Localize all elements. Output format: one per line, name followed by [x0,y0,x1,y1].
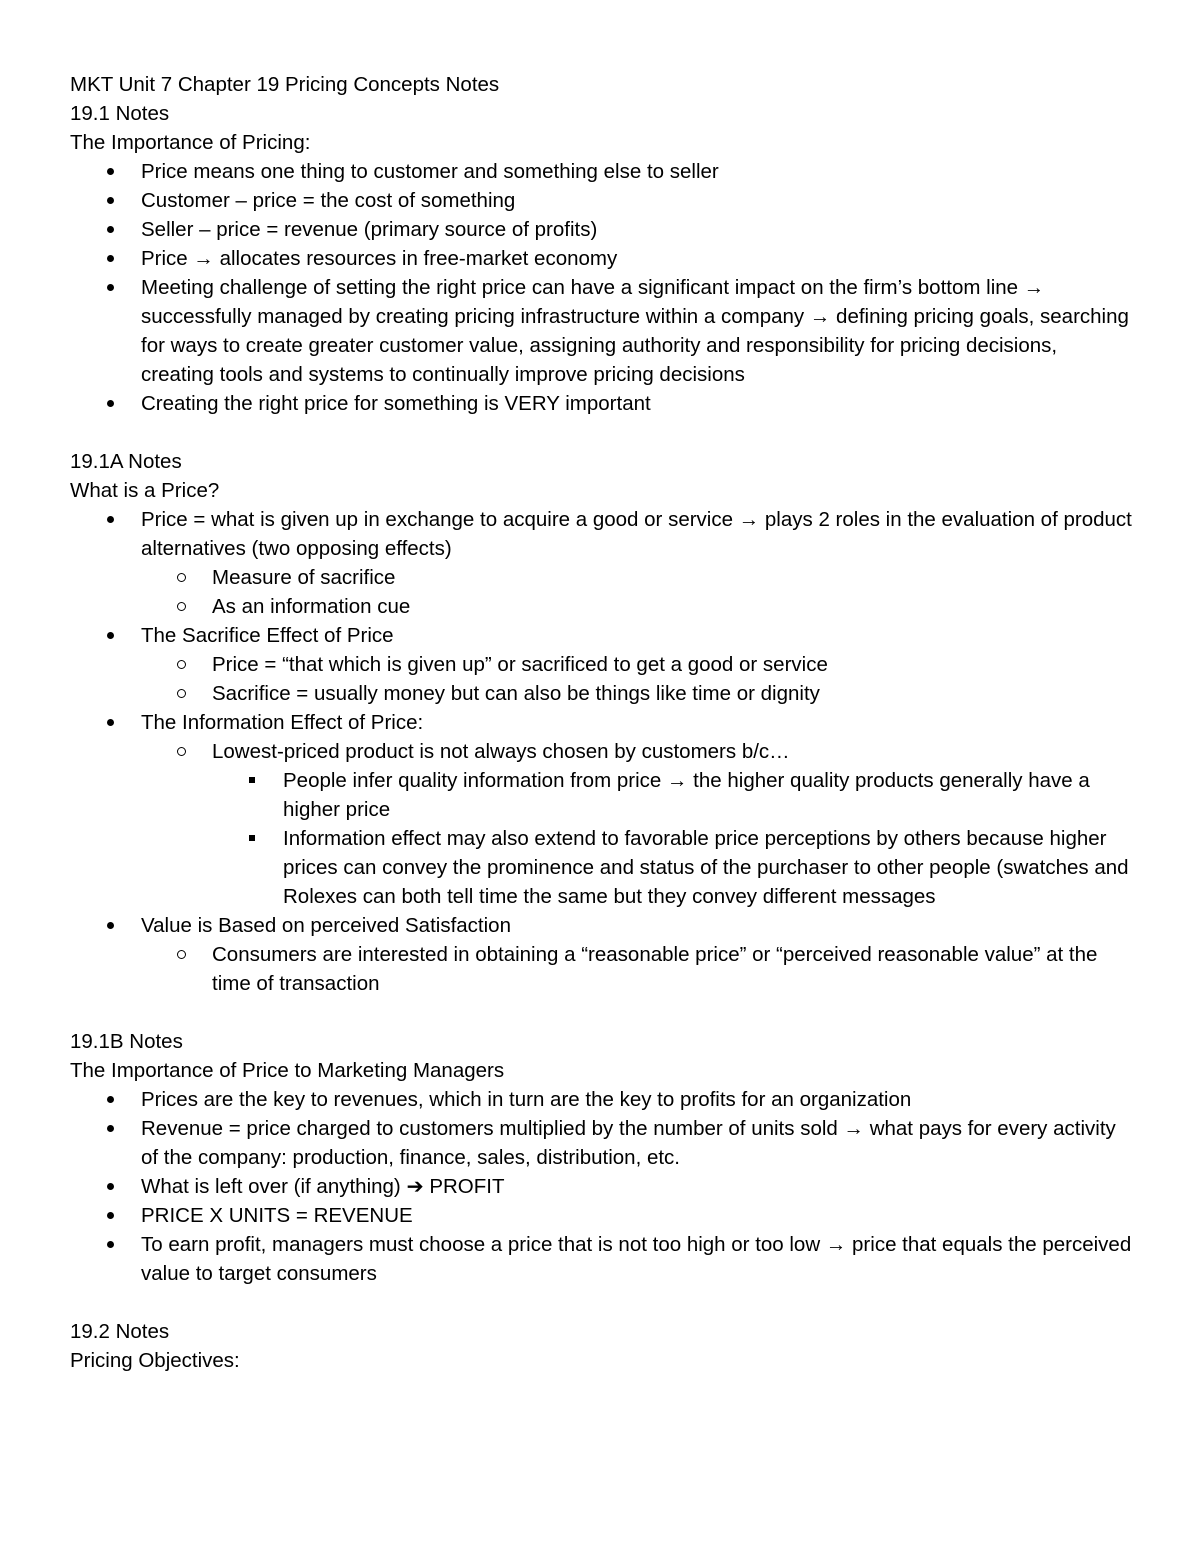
list-item: Customer – price = the cost of something [70,186,1135,215]
bullet-icon [100,911,120,940]
list-item: PRICE X UNITS = REVENUE [70,1201,1135,1230]
list-item: Price = what is given up in exchange to acquire a good or service → plays 2 roles in the evaluation of product alternatives (two opposing effects) [70,505,1135,563]
bullet-icon [100,215,120,244]
list-item: To earn profit, managers must choose a price that is not too high or too low → price that equals the perceived value to target consumers [70,1230,1135,1288]
document-page [70,70,1135,1404]
bullet-icon [100,1201,120,1230]
circle-bullet-icon [171,650,191,679]
bullet-icon [100,708,120,737]
list-item: Price → allocates resources in free-market economy [70,244,1135,273]
sub-sub-list-item: Information effect may also extend to favorable price perceptions by others because higher prices can convey the prominence and status of the purchaser to other people (swatches and Rolexes can both tell time the same but they convey different messages [70,824,1135,911]
bullet-icon [100,1114,120,1143]
sub-sub-list-item: People infer quality information from price → the higher quality products generally have a higher price [70,766,1135,824]
section-subheading: The Importance of Pricing: [70,131,311,154]
list-item: The Sacrifice Effect of Price [70,621,1135,650]
list-item: The Information Effect of Price: [70,708,1135,737]
section-heading: 19.1 Notes [70,102,170,125]
list-item: Creating the right price for something is VERY important [70,389,1135,418]
list-item: Prices are the key to revenues, which in turn are the key to profits for an organization [70,1085,1135,1114]
section-heading: 19.2 Notes [70,1320,170,1343]
square-bullet-icon [242,824,262,853]
circle-bullet-icon [171,592,191,621]
bullet-icon [100,1230,120,1259]
sub-list-item: Measure of sacrifice [70,563,1135,592]
list-item: Meeting challenge of setting the right price can have a significant impact on the firm’s bottom line → successfully managed by creating pricing infrastructure within a company → defining pricing goals, searching for ways to create greater customer value, assigning authority and responsibility for pricing decisions, creating tools and systems to continually improve pricing decisions [70,273,1135,389]
bullet-icon [100,186,120,215]
bullet-list [70,1085,1135,1288]
section-19-1b [70,1027,1135,1288]
circle-bullet-icon [171,940,191,969]
bullet-icon [100,621,120,650]
circle-bullet-icon [171,563,191,592]
list-item: What is left over (if anything) ➔ PROFIT [70,1172,1135,1201]
section-19-2 [70,1317,1135,1375]
sub-list-item: Price = “that which is given up” or sacrificed to get a good or service [70,650,1135,679]
list-item: Seller – price = revenue (primary source of profits) [70,215,1135,244]
bullet-icon [100,244,120,273]
document-title: MKT Unit 7 Chapter 19 Pricing Concepts Notes [70,73,500,96]
circle-bullet-icon [171,679,191,708]
bullet-icon [100,273,120,302]
bullet-icon [100,389,120,418]
circle-bullet-icon [171,737,191,766]
section-19-1 [70,99,1135,418]
section-subheading: The Importance of Price to Marketing Managers [70,1059,505,1082]
square-bullet-icon [242,766,262,795]
section-heading: 19.1A Notes [70,450,182,473]
list-item: Price means one thing to customer and something else to seller [70,157,1135,186]
sub-list-item: Lowest-priced product is not always chosen by customers b/c… [70,737,1135,766]
sub-list-item: Consumers are interested in obtaining a “reasonable price” or “perceived reasonable value” at the time of transaction [70,940,1135,998]
list-item: Revenue = price charged to customers multiplied by the number of units sold → what pays for every activity of the company: production, finance, sales, distribution, etc. [70,1114,1135,1172]
section-subheading: Pricing Objectives: [70,1349,240,1372]
bullet-list [70,157,1135,418]
bullet-list [70,505,1135,998]
sub-list-item: As an information cue [70,592,1135,621]
section-heading: 19.1B Notes [70,1030,183,1053]
list-item: Value is Based on perceived Satisfaction [70,911,1135,940]
section-19-1a [70,447,1135,998]
bullet-icon [100,505,120,534]
bullet-icon [100,157,120,186]
bullet-icon [100,1085,120,1114]
bullet-icon [100,1172,120,1201]
sub-list-item: Sacrifice = usually money but can also be things like time or dignity [70,679,1135,708]
section-subheading: What is a Price? [70,479,220,502]
